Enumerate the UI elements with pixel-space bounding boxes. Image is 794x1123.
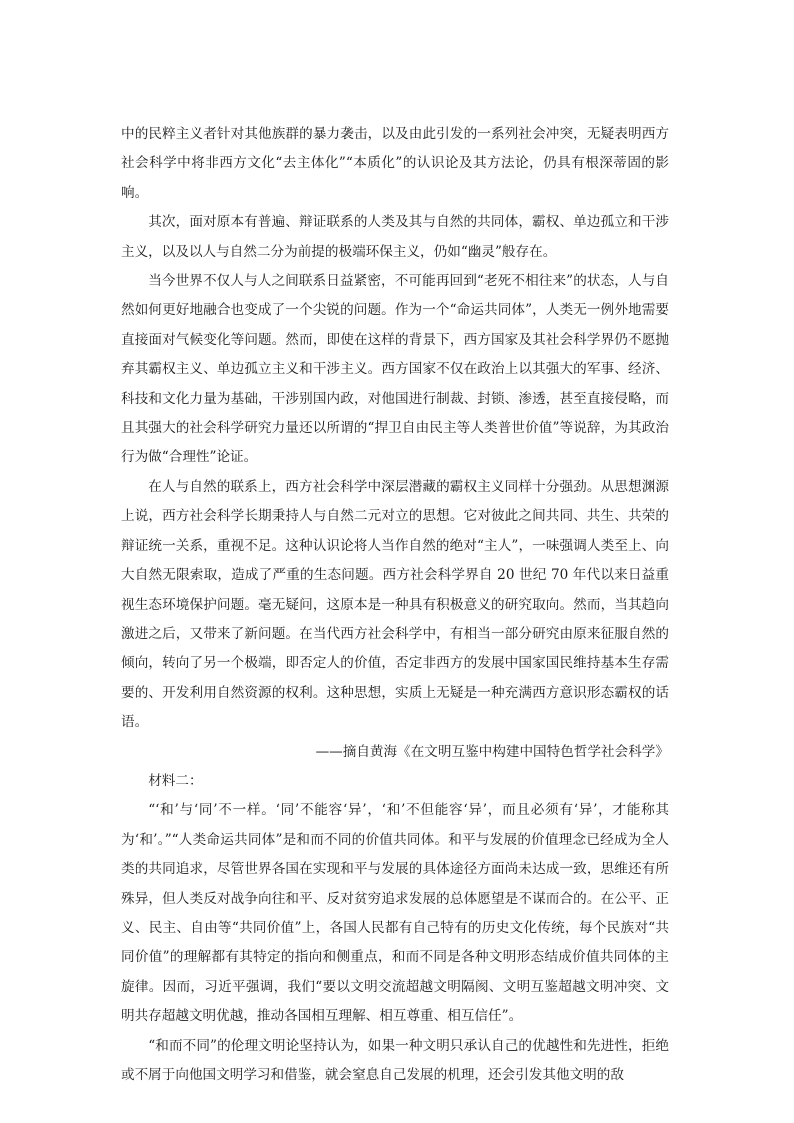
- paragraph-nature: 在人与自然的联系上，西方社会科学中深层潜藏的霸权主义同样十分强劲。从思想渊源上说，西方社会科学长期秉持人与自然二元对立的思想。它对彼此之间共同、共生、共荣的辩证统一关系，重视不足。这种认识论将人当作自然的绝对“主人”，一味强调人类至上、向大自然无限索取，造成了严重的生态问题。西方社会科学界自 20 世纪 70 年代以来日益重视生态环境保护问题。毫无疑问，这原本是一种具有积极意义的研究取向。然而，当其趋向激进之后，又带来了新问题。在当代西方社会科学中，有相当一部分研究由原来征服自然的倾向，转向了另一个极端，即否定人的价值，否定非西方的发展中国家国民维持基本生存需要的、开发利用自然资源的权利。这种思想，实质上无疑是一种充满西方意识形态霸权的话语。: [121, 478, 669, 731]
- paragraph-harmony: “‘和’与‘同’不一样。‘同’不能容‘异’，‘和’不但能容‘异’，而且必须有‘异’，才能称其为‘和’。”“人类命运共同体”是和而不同的价值共同体。和平与发展的价值理念已经成为全人类的共同追求，尽管世界各国在实现和平与发展的具体途径方面尚未达成一致，思维还有所殊异，但人类反对战争向往和平、反对贫穷追求发展的总体愿望是不谋而合的。在公平、正义、民主、自由等“共同价值”上，各国人民都有自己特有的历史文化传统，每个民族对“共同价值”的理解都有其特定的指向和侧重点，和而不同是各种文明形态结成价值共同体的主旋律。因而，习近平强调，我们“要以文明交流超越文明隔阂、文明互鉴超越文明冲突、文明共存超越文明优越，推动各国相互理解、相互尊重、相互信任”。: [121, 802, 669, 1025]
- material-two-heading: 材料二：: [148, 772, 203, 789]
- paragraph-continued: 中的民粹主义者针对其他族群的暴力袭击，以及由此引发的一系列社会冲突，无疑表明西方社会科学中将非西方文化“去主体化”“本质化”的认识论及其方法论，仍具有根深蒂固的影响。: [121, 126, 669, 201]
- paragraph-hegemony: 当今世界不仅人与人之间联系日益紧密，不可能再回到“老死不相往来”的状态，人与自然如何更好地融合也变成了一个尖锐的问题。作为一个“命运共同体”，人类无一例外地需要直接面对气候变化等问题。然而，即使在这样的背景下，西方国家及其社会科学界仍不愿抛弃其霸权主义、单边孤立主义和干涉主义。西方国家不仅在政治上以其强大的军事、经济、科技和文化力量为基础，干涉别国内政，对他国进行制裁、封锁、渗透，甚至直接侵略，而且其强大的社会科学研究力量还以所谓的“捍卫自由民主等人类普世价值”等说辞，为其政治行为做“合理性”论证。: [121, 273, 669, 466]
- document-page: [121, 120, 669, 1090]
- paragraph-secondly: 其次，面对原本有普遍、辩证联系的人类及其与自然的共同体，霸权、单边孤立和干涉主义，以及以人与自然二分为前提的极端环保主义，仍如“幽灵”般存在。: [121, 214, 669, 260]
- paragraph-harmony-ethics: “和而不同”的伦理文明论坚持认为，如果一种文明只承认自己的优越性和先进性，拒绝或不屑于向他国文明学习和借鉴，就会窒息自己发展的机理，还会引发其他文明的敌: [121, 1037, 669, 1083]
- source-citation: ——摘自黄海《在文明互鉴中构建中国特色哲学社会科学》: [315, 743, 669, 760]
